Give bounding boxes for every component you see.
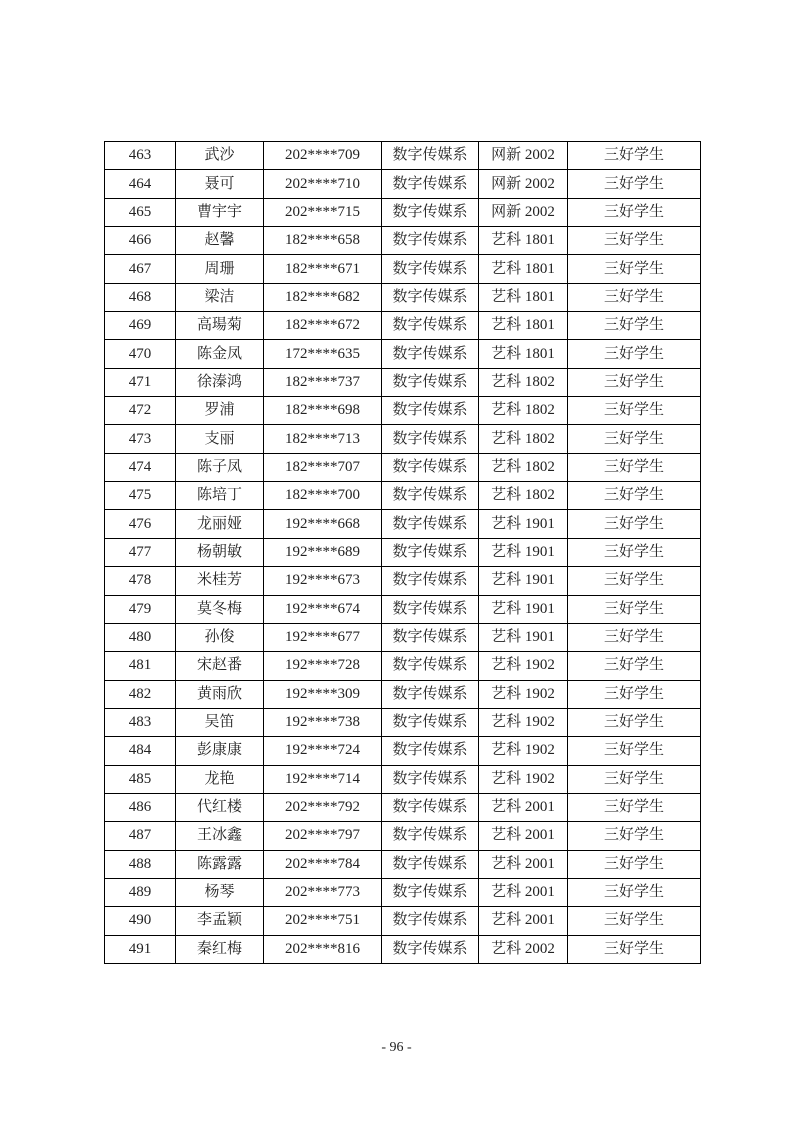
table-row: [105, 482, 701, 510]
table-row: [105, 793, 701, 821]
table-row: [105, 935, 701, 963]
cell-department: 数字传媒系: [382, 312, 479, 340]
cell-index: 485: [105, 765, 176, 793]
cell-student-id: 192****674: [264, 595, 382, 623]
cell-student-id: 172****635: [264, 340, 382, 368]
cell-award: 三好学生: [568, 482, 701, 510]
table-row: [105, 567, 701, 595]
cell-name: 秦红梅: [176, 935, 264, 963]
cell-department: 数字传媒系: [382, 595, 479, 623]
cell-department: 数字传媒系: [382, 340, 479, 368]
cell-student-id: 192****724: [264, 737, 382, 765]
cell-award: 三好学生: [568, 623, 701, 651]
table-row: [105, 198, 701, 226]
cell-class: 艺科 1901: [479, 595, 568, 623]
cell-name: 梁洁: [176, 283, 264, 311]
cell-award: 三好学生: [568, 708, 701, 736]
cell-award: 三好学生: [568, 878, 701, 906]
cell-student-id: 202****709: [264, 142, 382, 170]
table-row: [105, 170, 701, 198]
cell-index: 480: [105, 623, 176, 651]
cell-class: 艺科 1801: [479, 340, 568, 368]
cell-index: 463: [105, 142, 176, 170]
cell-name: 陈培丁: [176, 482, 264, 510]
cell-index: 478: [105, 567, 176, 595]
cell-department: 数字传媒系: [382, 793, 479, 821]
cell-student-id: 182****713: [264, 425, 382, 453]
cell-student-id: 192****728: [264, 652, 382, 680]
cell-award: 三好学生: [568, 142, 701, 170]
table-row: [105, 142, 701, 170]
table-row: [105, 255, 701, 283]
cell-index: 475: [105, 482, 176, 510]
cell-name: 赵馨: [176, 227, 264, 255]
cell-department: 数字传媒系: [382, 510, 479, 538]
cell-index: 484: [105, 737, 176, 765]
cell-award: 三好学生: [568, 935, 701, 963]
cell-award: 三好学生: [568, 850, 701, 878]
cell-department: 数字传媒系: [382, 142, 479, 170]
cell-department: 数字传媒系: [382, 567, 479, 595]
page-number: - 96 -: [381, 1040, 412, 1055]
cell-name: 孙俊: [176, 623, 264, 651]
cell-class: 艺科 1902: [479, 708, 568, 736]
cell-index: 487: [105, 822, 176, 850]
cell-class: 艺科 2001: [479, 850, 568, 878]
table-row: [105, 227, 701, 255]
cell-index: 483: [105, 708, 176, 736]
cell-award: 三好学生: [568, 425, 701, 453]
cell-student-id: 192****714: [264, 765, 382, 793]
cell-index: 465: [105, 198, 176, 226]
cell-student-id: 182****698: [264, 397, 382, 425]
cell-student-id: 192****309: [264, 680, 382, 708]
cell-student-id: 202****784: [264, 850, 382, 878]
cell-name: 杨琴: [176, 878, 264, 906]
cell-student-id: 192****677: [264, 623, 382, 651]
cell-department: 数字传媒系: [382, 935, 479, 963]
cell-class: 艺科 1801: [479, 255, 568, 283]
cell-award: 三好学生: [568, 567, 701, 595]
cell-name: 代红楼: [176, 793, 264, 821]
cell-department: 数字传媒系: [382, 822, 479, 850]
cell-class: 艺科 1902: [479, 680, 568, 708]
cell-class: 艺科 1901: [479, 538, 568, 566]
cell-department: 数字传媒系: [382, 227, 479, 255]
awards-table: [104, 141, 701, 964]
cell-student-id: 202****773: [264, 878, 382, 906]
cell-department: 数字传媒系: [382, 482, 479, 510]
cell-index: 473: [105, 425, 176, 453]
cell-index: 488: [105, 850, 176, 878]
cell-award: 三好学生: [568, 680, 701, 708]
cell-student-id: 192****738: [264, 708, 382, 736]
cell-index: 486: [105, 793, 176, 821]
cell-student-id: 192****673: [264, 567, 382, 595]
cell-name: 高瑒菊: [176, 312, 264, 340]
cell-student-id: 182****737: [264, 368, 382, 396]
cell-student-id: 192****689: [264, 538, 382, 566]
cell-student-id: 202****816: [264, 935, 382, 963]
cell-name: 李孟颖: [176, 907, 264, 935]
cell-student-id: 202****751: [264, 907, 382, 935]
cell-award: 三好学生: [568, 198, 701, 226]
table-row: [105, 765, 701, 793]
cell-class: 艺科 1902: [479, 737, 568, 765]
cell-student-id: 182****671: [264, 255, 382, 283]
table-row: [105, 878, 701, 906]
cell-award: 三好学生: [568, 793, 701, 821]
table-row: [105, 397, 701, 425]
table-row: [105, 737, 701, 765]
cell-award: 三好学生: [568, 652, 701, 680]
table-row: [105, 283, 701, 311]
cell-name: 龙艳: [176, 765, 264, 793]
cell-class: 艺科 2001: [479, 878, 568, 906]
cell-class: 艺科 2002: [479, 935, 568, 963]
cell-index: 474: [105, 453, 176, 481]
cell-award: 三好学生: [568, 312, 701, 340]
cell-name: 黄雨欣: [176, 680, 264, 708]
cell-award: 三好学生: [568, 283, 701, 311]
cell-name: 徐溱鸿: [176, 368, 264, 396]
cell-award: 三好学生: [568, 227, 701, 255]
cell-index: 479: [105, 595, 176, 623]
cell-name: 武沙: [176, 142, 264, 170]
cell-index: 482: [105, 680, 176, 708]
table-row: [105, 340, 701, 368]
cell-department: 数字传媒系: [382, 425, 479, 453]
cell-name: 龙丽娅: [176, 510, 264, 538]
cell-class: 艺科 1802: [479, 425, 568, 453]
table-row: [105, 652, 701, 680]
cell-index: 491: [105, 935, 176, 963]
cell-award: 三好学生: [568, 453, 701, 481]
cell-department: 数字传媒系: [382, 907, 479, 935]
cell-name: 米桂芳: [176, 567, 264, 595]
cell-name: 陈子凤: [176, 453, 264, 481]
cell-name: 罗浦: [176, 397, 264, 425]
cell-department: 数字传媒系: [382, 198, 479, 226]
cell-award: 三好学生: [568, 510, 701, 538]
cell-student-id: 192****668: [264, 510, 382, 538]
cell-name: 陈露露: [176, 850, 264, 878]
cell-award: 三好学生: [568, 737, 701, 765]
table-row: [105, 368, 701, 396]
cell-student-id: 182****658: [264, 227, 382, 255]
cell-name: 曹宇宇: [176, 198, 264, 226]
cell-department: 数字传媒系: [382, 453, 479, 481]
cell-index: 471: [105, 368, 176, 396]
cell-department: 数字传媒系: [382, 708, 479, 736]
cell-index: 472: [105, 397, 176, 425]
cell-class: 艺科 1802: [479, 368, 568, 396]
cell-class: 艺科 1901: [479, 623, 568, 651]
cell-name: 吴笛: [176, 708, 264, 736]
cell-student-id: 202****715: [264, 198, 382, 226]
cell-name: 宋赵番: [176, 652, 264, 680]
table-row: [105, 623, 701, 651]
cell-name: 聂可: [176, 170, 264, 198]
cell-award: 三好学生: [568, 907, 701, 935]
cell-name: 彭康康: [176, 737, 264, 765]
cell-department: 数字传媒系: [382, 680, 479, 708]
cell-student-id: 202****710: [264, 170, 382, 198]
cell-department: 数字传媒系: [382, 623, 479, 651]
cell-class: 艺科 1902: [479, 765, 568, 793]
cell-student-id: 182****682: [264, 283, 382, 311]
cell-name: 杨朝敏: [176, 538, 264, 566]
table-row: [105, 708, 701, 736]
cell-index: 464: [105, 170, 176, 198]
table-row: [105, 312, 701, 340]
cell-index: 476: [105, 510, 176, 538]
table-row: [105, 538, 701, 566]
cell-class: 艺科 2001: [479, 907, 568, 935]
cell-class: 艺科 1801: [479, 312, 568, 340]
cell-class: 艺科 2001: [479, 822, 568, 850]
table-row: [105, 510, 701, 538]
cell-student-id: 182****672: [264, 312, 382, 340]
table-row: [105, 850, 701, 878]
cell-name: 莫冬梅: [176, 595, 264, 623]
cell-department: 数字传媒系: [382, 850, 479, 878]
cell-class: 艺科 1901: [479, 567, 568, 595]
cell-class: 艺科 1801: [479, 283, 568, 311]
cell-award: 三好学生: [568, 340, 701, 368]
cell-department: 数字传媒系: [382, 737, 479, 765]
cell-class: 网新 2002: [479, 198, 568, 226]
cell-index: 466: [105, 227, 176, 255]
cell-department: 数字传媒系: [382, 878, 479, 906]
cell-class: 网新 2002: [479, 170, 568, 198]
cell-index: 467: [105, 255, 176, 283]
cell-class: 艺科 1901: [479, 510, 568, 538]
cell-index: 481: [105, 652, 176, 680]
awards-table-body: [105, 142, 701, 964]
cell-index: 469: [105, 312, 176, 340]
cell-class: 网新 2002: [479, 142, 568, 170]
cell-department: 数字传媒系: [382, 283, 479, 311]
cell-department: 数字传媒系: [382, 538, 479, 566]
table-row: [105, 595, 701, 623]
cell-class: 艺科 1801: [479, 227, 568, 255]
cell-department: 数字传媒系: [382, 765, 479, 793]
table-row: [105, 425, 701, 453]
cell-name: 周珊: [176, 255, 264, 283]
cell-award: 三好学生: [568, 765, 701, 793]
cell-award: 三好学生: [568, 397, 701, 425]
cell-class: 艺科 1802: [479, 453, 568, 481]
cell-student-id: 182****707: [264, 453, 382, 481]
cell-name: 王冰鑫: [176, 822, 264, 850]
cell-award: 三好学生: [568, 255, 701, 283]
cell-class: 艺科 1902: [479, 652, 568, 680]
cell-index: 477: [105, 538, 176, 566]
cell-name: 支丽: [176, 425, 264, 453]
cell-class: 艺科 2001: [479, 793, 568, 821]
cell-student-id: 182****700: [264, 482, 382, 510]
table-row: [105, 822, 701, 850]
cell-department: 数字传媒系: [382, 368, 479, 396]
cell-department: 数字传媒系: [382, 255, 479, 283]
table-row: [105, 907, 701, 935]
table-row: [105, 680, 701, 708]
cell-index: 490: [105, 907, 176, 935]
cell-student-id: 202****797: [264, 822, 382, 850]
cell-award: 三好学生: [568, 170, 701, 198]
cell-student-id: 202****792: [264, 793, 382, 821]
table-row: [105, 453, 701, 481]
cell-award: 三好学生: [568, 538, 701, 566]
cell-name: 陈金凤: [176, 340, 264, 368]
cell-department: 数字传媒系: [382, 652, 479, 680]
cell-class: 艺科 1802: [479, 482, 568, 510]
cell-class: 艺科 1802: [479, 397, 568, 425]
cell-department: 数字传媒系: [382, 397, 479, 425]
cell-award: 三好学生: [568, 595, 701, 623]
cell-index: 489: [105, 878, 176, 906]
cell-award: 三好学生: [568, 822, 701, 850]
cell-department: 数字传媒系: [382, 170, 479, 198]
cell-index: 470: [105, 340, 176, 368]
cell-index: 468: [105, 283, 176, 311]
cell-award: 三好学生: [568, 368, 701, 396]
